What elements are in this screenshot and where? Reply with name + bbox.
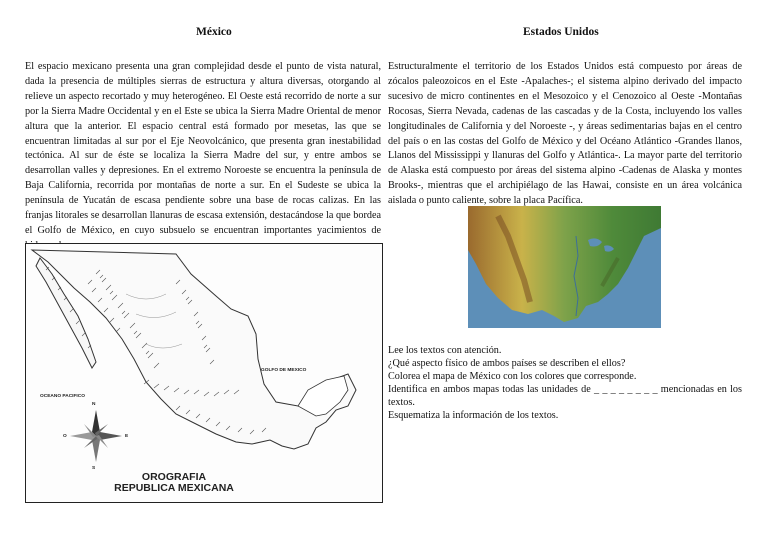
compass-e: E (125, 434, 129, 439)
map-caption-line1: OROGRAFIA (141, 471, 207, 483)
map-caption (114, 472, 234, 494)
mexico-orography-map (25, 243, 383, 503)
task-item: Identifica en ambos mapas todas las unidades de _ _ _ _ _ _ _ _ mencionadas en los textos. (388, 383, 742, 408)
usa-relief-map (468, 206, 661, 328)
task-item: ¿Qué aspecto físico de ambos países se describen el ellos? (388, 357, 626, 369)
tasks-list (388, 345, 742, 422)
map-caption-line2: REPUBLICA MEXICANA (114, 482, 234, 494)
usa-paragraph: Estructuralmente el territorio de los Estados Unidos está compuesto por áreas de zócalos paleozoicos en el Este -Apalaches-; el sistema alpino derivado del impacto sucesivo de micro continentes en el Mesozoico y el Cenozoico al Oeste -Montañas Rocosas, Sierra Nevada, cadenas de las cascadas y de la Costa, incluyendo los valles longitudinales de California y del Noroeste -, y áreas sedimentarias bajas en el centro del país o en las costas del Golfo de México y del Océano Atlántico -Grandes llanos, Llanos del Mississippi y llanuras del Golfo y Atlántica-. La mayor parte del territorio de Alaska está compuesto por áreas del sistema alpino -Cadenas de Alaska y montes Brooks-, mientras que el archipiélago de las Hawai, consiste en un área volcánica aislada o punto caliente, sobre la placa Pacífica. (388, 61, 742, 207)
task-item: Esquematiza la información de los textos. (388, 409, 559, 421)
gulf-label: GOLFO DE MEXICO (261, 368, 307, 373)
yucatan-peninsula (298, 376, 348, 416)
task-item: Lee los textos con atención. (388, 345, 502, 356)
task-item: Colorea el mapa de México con los colores que corresponde. (388, 370, 637, 382)
mexico-outline (32, 250, 356, 449)
compass-s: S (92, 466, 96, 471)
mexico-map-drawing (26, 244, 382, 502)
compass-o: O (63, 434, 67, 439)
compass-rose (70, 410, 122, 462)
compass-n: N (92, 402, 96, 407)
ocean-label: OCEANO PACIFICO (40, 394, 85, 399)
mexico-paragraph: El espacio mexicano presenta una gran complejidad desde el punto de vista natural, dada la presencia de múltiples sierras de estructura y altura diversas, otorgando al relieve un aspecto recortado y muy heterogéneo. El Oeste está recorrido de norte a sur por la Sierra Madre Occidental y en el Este se ubica la Sierra Madre Oriental de menor altura que la anterior. El espacio central está formado por mesetas, las que se encuentran limitadas al sur por el Eje Neovolcánico, que presenta gran inestabilidad tectónica. Al sur de éste se localiza la Sierra Madre del sur, y entre ambos se desarrollan valles y depresiones. En el extremo Noroeste se encuentra la península de Baja California, recorrida por montañas de norte a sur. En el Sudeste se ubica la península de Yucatán de escasa pendiente sobre una base de rocas calizas. En las franjas litorales se desarrollan llanuras de escasa extensión, destacándose la que bordea el Golfo de México, en cuyo subsuelo se encuentran importantes yacimientos de (25, 61, 381, 236)
usa-title: Estados Unidos (523, 26, 599, 38)
usa-map-drawing (468, 206, 661, 328)
mexico-title: México (196, 26, 232, 38)
